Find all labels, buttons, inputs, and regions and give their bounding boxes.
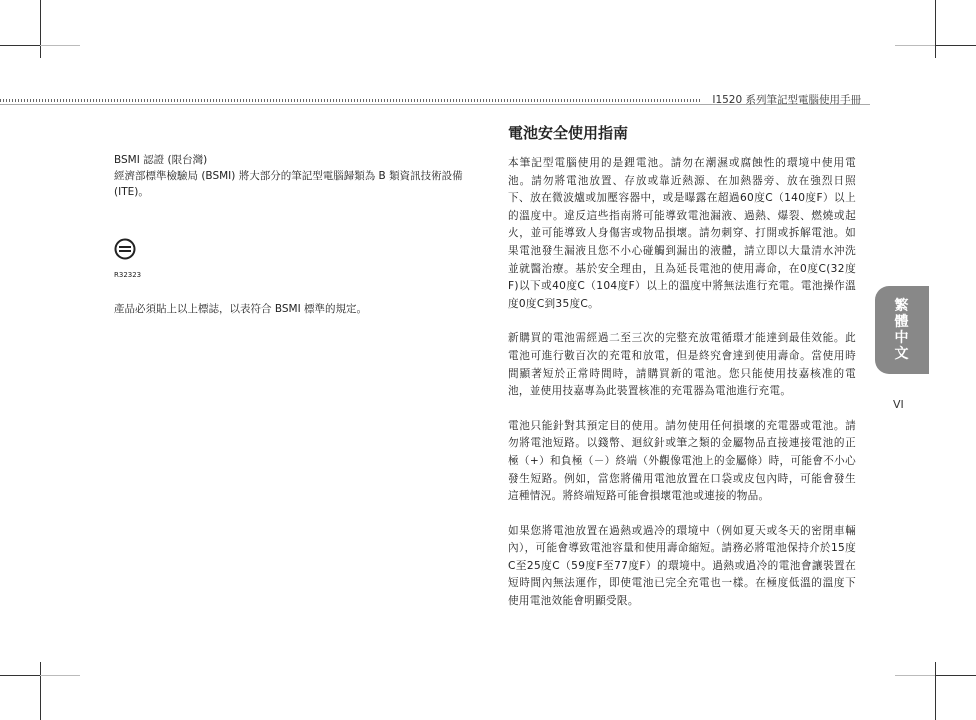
crop-mark	[40, 0, 41, 58]
language-tab-char: 體	[894, 314, 910, 330]
bsmi-note: 產品必須貼上以上標誌，以表符合 BSMI 標準的規定。	[114, 303, 368, 315]
crop-mark	[935, 45, 976, 46]
crop-mark	[935, 662, 936, 720]
bsmi-logo	[114, 238, 148, 283]
header-title: I1520 系列筆記型電腦使用手冊	[712, 94, 861, 106]
bsmi-heading: BSMI 認證 (限台灣)	[114, 154, 208, 166]
crop-mark	[40, 662, 41, 720]
language-tab-char: 文	[894, 346, 910, 362]
crop-mark	[895, 45, 935, 46]
header-divider	[0, 99, 700, 102]
crop-mark	[935, 675, 976, 676]
language-tab-char: 中	[894, 330, 910, 346]
section-title: 電池安全使用指南	[508, 124, 629, 142]
bsmi-mark-icon	[114, 238, 136, 260]
bsmi-code: R32323	[114, 271, 142, 279]
crop-mark	[935, 0, 936, 58]
battery-section	[508, 122, 856, 628]
crop-mark	[40, 675, 80, 676]
crop-mark	[0, 45, 40, 46]
paragraph: 如果您將電池放置在過熱或過冷的環境中（例如夏天或冬天的密閉車輛內），可能會導致電池容量和使用壽命縮短。請務必將電池保持介於15度C至25度C（59度F至77度F）的環境中。過熱或過冷的電池會讓裝置在短時間內無法運作，即使電池已完全充電也一樣。在極度低溫的溫度下使用電池效能會明顯受限。	[508, 524, 856, 608]
page-number: VI	[893, 398, 904, 411]
paragraph: 本筆記型電腦使用的是鋰電池。請勿在潮濕或腐蝕性的環境中使用電池。請勿將電池放置、存放或靠近熱源、在加熱器旁、放在強烈日照下、放在微波爐或加壓容器中，或是曝露在超過60度C（140度F）以上的溫度中。違反這些指南將可能導致電池漏液、過熱、爆裂、燃燒或起火，並可能導致人身傷害或物品損壞。請勿刺穿、打開或拆解電池。如果電池發生漏液且您不小心碰觸到漏出的液體，請立即以大量清水沖洗並就醫治療。基於安全理由，且為延長電池的使用壽命，在0度C(32度F)以下或40度C（104度F）以上的溫度中將無法進行充電。電池操作溫度0度C到35度C。	[508, 157, 856, 310]
crop-mark	[0, 675, 40, 676]
crop-mark	[40, 45, 80, 46]
bsmi-section	[114, 152, 474, 317]
language-tab	[875, 286, 929, 374]
paragraph: 電池只能針對其預定目的使用。請勿使用任何損壞的充電器或電池。請勿將電池短路。以錢幣、迴紋針或筆之類的金屬物品直接連接電池的正極（+）和負極（－）終端（外觀像電池上的金屬條）時，可能會不小心發生短路。例如，當您將備用電池放置在口袋或皮包內時，可能會發生這種情況。將終端短路可能會損壞電池或連接的物品。	[508, 419, 856, 503]
language-tab-char: 繁	[894, 298, 910, 314]
bsmi-text: 經濟部標準檢驗局 (BSMI) 將大部分的筆記型電腦歸類為 B 類資訊技術設備 (ITE)。	[114, 170, 463, 198]
paragraph: 新購買的電池需經過二至三次的完整充放電循環才能達到最佳效能。此電池可進行數百次的充電和放電，但是終究會達到使用壽命。當使用時間顯著短於正常時間時，請購買新的電池。您只能使用技嘉核准的電池，並使用技嘉專為此裝置核准的充電器為電池進行充電。	[508, 332, 856, 398]
crop-mark	[895, 675, 935, 676]
